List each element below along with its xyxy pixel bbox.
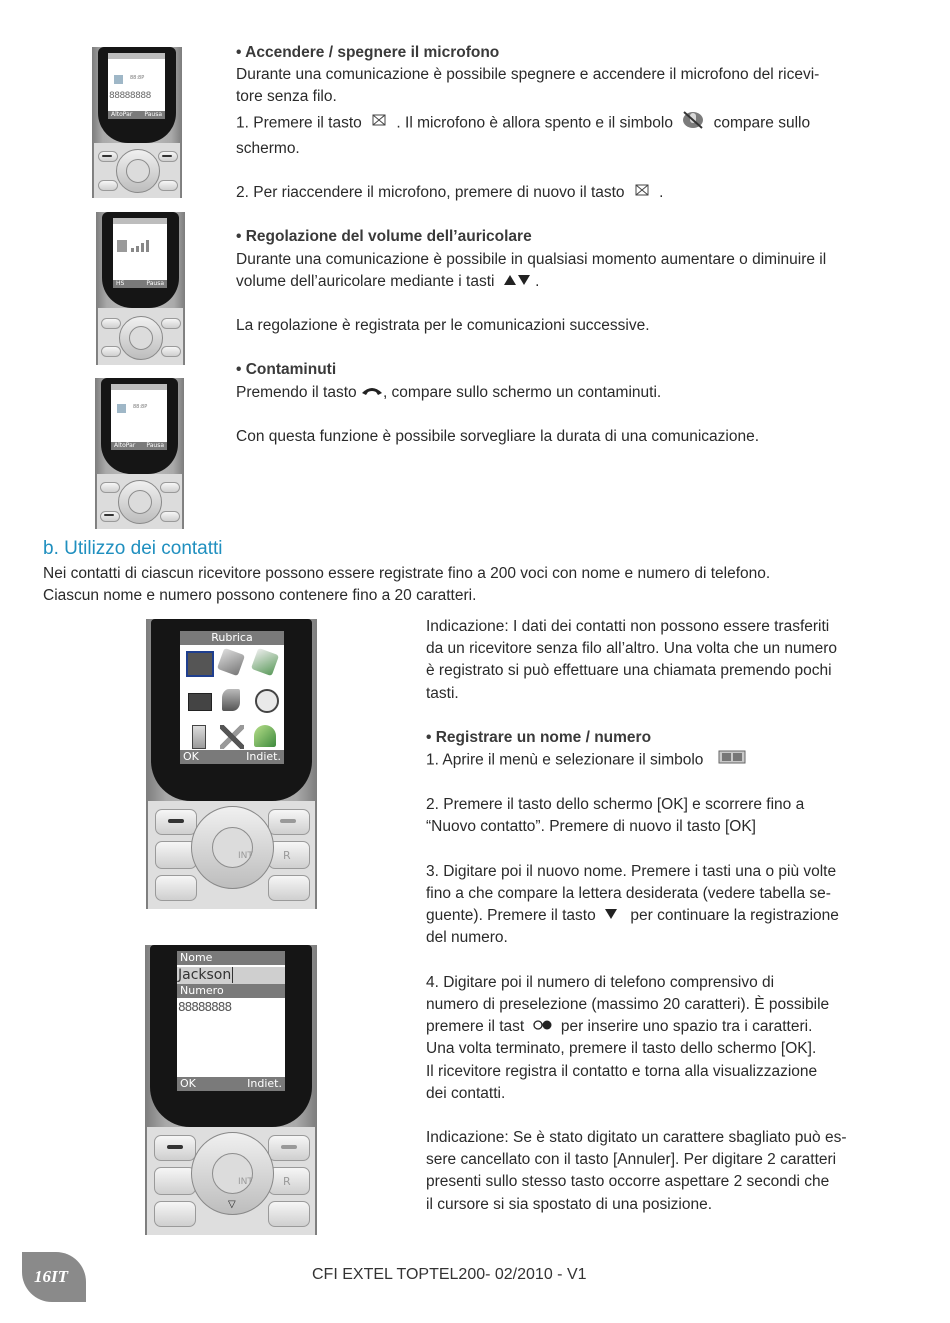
text-fragment: , compare sullo schermo un contaminuti. [382, 383, 662, 401]
mic-line: tore senza filo. [236, 88, 337, 106]
step4-line: Una volta terminato, premere il tasto dello schermo [OK]. [426, 1040, 817, 1058]
text-fragment: 1. Premere il tasto [236, 114, 362, 132]
phone-image-nome [145, 945, 317, 1235]
right-softkey: Indiet. [247, 1077, 282, 1090]
step3-line: 3. Digitare poi il nuovo nome. Premere i tasti una o più volte [426, 862, 837, 880]
contacts-book-icon [718, 749, 746, 772]
up-down-arrows-icon [503, 271, 531, 293]
call-key-icon [361, 382, 383, 404]
note-line: presenti sullo stesso tasto occorre aspettare 2 secondi che [426, 1173, 830, 1191]
footer-text: CFI EXTEL TOPTEL200- 02/2010 - V1 [312, 1266, 587, 1283]
note-line: il cursore si sia spostato di una posizione. [426, 1195, 713, 1213]
text-fragment: . [535, 273, 540, 291]
left-softkey: OK [183, 750, 199, 763]
text-fragment: . Il microfono è allora spento e il simbolo [396, 114, 673, 132]
name-label: Nome [177, 951, 285, 965]
phone-image-volume [96, 212, 185, 365]
phone-image-timer [95, 378, 184, 529]
step1-line [426, 749, 926, 772]
r-label: R [283, 849, 291, 862]
right-softkey: Pausa [146, 442, 164, 449]
note-line: sere cancellato con il tasto [Annuler]. Per digitare 2 caratteri [426, 1151, 837, 1169]
tape-icon [188, 693, 212, 711]
text-fragment: guente). Premere il tasto [426, 907, 596, 925]
phone-image-rubrica [146, 619, 317, 909]
screen-label: 88:8P [133, 404, 148, 410]
volume-line: Durante una comunicazione è possibile in qualsiasi momento aumentare o diminuire il [236, 250, 827, 268]
step4-line [426, 1016, 926, 1038]
right-softkey: Indiet. [246, 750, 281, 763]
volume-line [236, 271, 876, 293]
text-fragment: compare sullo [713, 114, 811, 132]
step4-line: Il ricevitore registra il contatto e torna alla visualizzazione [426, 1062, 818, 1080]
screen-number: 88888888 [109, 91, 151, 101]
phone-screen [113, 218, 167, 288]
note-line: da un ricevitore senza filo all’altro. Una volta che un numero [426, 640, 837, 658]
r-label: R [283, 1175, 291, 1188]
mute-key-icon [372, 112, 386, 134]
name-value [177, 967, 285, 984]
section-b-right-text [426, 616, 926, 1216]
note-line: Indicazione: Se è stato digitato un carattere sbagliato può es- [426, 1129, 847, 1147]
register-heading: • Registrare un nome / numero [426, 728, 652, 746]
screen-title: Rubrica [180, 631, 284, 645]
int-label: INT [238, 851, 253, 861]
step4-line: dei contatti. [426, 1084, 506, 1102]
timer-line [236, 382, 876, 404]
phone-screen [111, 384, 167, 450]
mic-step1-end: schermo. [236, 139, 300, 157]
right-softkey: Pausa [146, 280, 164, 287]
step3-line [426, 905, 926, 927]
section-b-heading: b. Utilizzo dei contatti [43, 538, 223, 559]
text-fragment: Premendo il tasto [236, 383, 357, 401]
music-icon [222, 689, 240, 711]
text-fragment: volume dell’auricolare mediante i tasti [236, 273, 495, 291]
note-line: tasti. [426, 684, 459, 702]
phone-settings-icon [251, 648, 279, 676]
text-fragment: . [659, 184, 664, 202]
phone-image-mic [92, 47, 182, 198]
volume-line: La regolazione è registrata per le comunicazioni successive. [236, 317, 650, 335]
down-arrow-icon: ▽ [228, 1199, 236, 1210]
microphone-off-icon [681, 109, 705, 138]
step3-line: del numero. [426, 929, 508, 947]
page-number-badge: 16IT [22, 1252, 86, 1302]
contacts-book-icon [186, 651, 214, 677]
mic-step2 [236, 182, 876, 204]
left-softkey: OK [180, 1077, 196, 1090]
note-line: è registrato si può effettuare una chiamata premendo pochi [426, 662, 832, 680]
tools-icon [220, 725, 244, 749]
step2-line: “Nuovo contatto”. Premere di nuovo il tasto [OK] [426, 818, 756, 836]
left-softkey: HS [116, 280, 125, 287]
name-text: Jackson [178, 967, 232, 983]
intro-line: Nei contatti di ciascun ricevitore possono essere registrate fino a 200 voci con nome e numero di telefono. [43, 565, 771, 582]
timer-line: Con questa funzione è possibile sorvegliare la durata di una comunicazione. [236, 428, 760, 446]
text-fragment: 2. Per riaccendere il microfono, premere di nuovo il tasto [236, 184, 625, 202]
space-key-icon [533, 1016, 553, 1038]
timer-heading: • Contaminuti [236, 361, 337, 379]
left-softkey: AltoPar [111, 111, 133, 118]
clock-icon [255, 689, 279, 713]
down-arrow-icon [604, 905, 618, 927]
step4-line: numero di preselezione (massimo 20 caratteri). È possibile [426, 995, 830, 1013]
mic-step1 [236, 109, 876, 138]
section-a-text [236, 42, 876, 448]
phone-screen [177, 951, 285, 1091]
step4-line: 4. Digitare poi il numero di telefono comprensivo di [426, 973, 775, 991]
intro-line: Ciascun nome e numero possono contenere fino a 20 caratteri. [43, 587, 477, 605]
step2-line: 2. Premere il tasto dello schermo [OK] e scorrere fino a [426, 796, 805, 814]
right-softkey: Pausa [144, 111, 162, 118]
number-value: 88888888 [178, 1000, 232, 1014]
left-softkey: AltoPar [114, 442, 136, 449]
step3-line: fino a che compare la lettera desiderata (vedere tabella se- [426, 884, 831, 902]
number-label: Numero [177, 984, 285, 998]
phone-screen [108, 53, 165, 119]
screen-label: 88:8P [130, 75, 145, 81]
text-fragment: 1. Aprire il menù e selezionare il simbolo [426, 751, 704, 769]
text-fragment: premere il tast [426, 1018, 525, 1036]
phone-menu-icon [217, 648, 245, 676]
mic-heading: • Accendere / spegnere il microfono [236, 44, 500, 61]
bell-icon [254, 725, 276, 747]
section-b-intro [43, 563, 923, 607]
text-fragment: per continuare la registrazione [630, 907, 839, 925]
int-label: INT [238, 1177, 253, 1187]
volume-heading: • Regolazione del volume dell’auricolare [236, 228, 532, 246]
note-line: Indicazione: I dati dei contatti non possono essere trasferiti [426, 618, 830, 635]
battery-icon [192, 725, 206, 749]
mute-key-icon [635, 182, 649, 204]
phone-screen [180, 631, 284, 764]
text-fragment: per inserire uno spazio tra i caratteri. [560, 1018, 813, 1036]
mic-line: Durante una comunicazione è possibile spegnere e accendere il microfono del ricevi- [236, 66, 820, 84]
